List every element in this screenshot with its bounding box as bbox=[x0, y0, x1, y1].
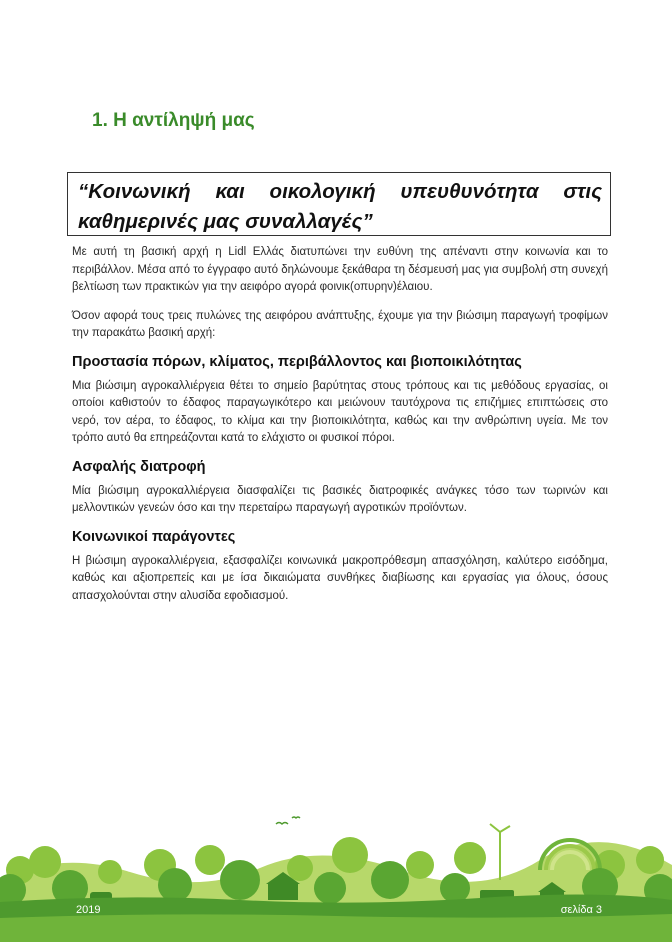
quote-box: “Κοινωνική και οικολογική υπευθυνότητα στις καθημερινές μας συναλλαγές” bbox=[67, 172, 611, 236]
subsection-heading-social: Κοινωνικοί παράγοντες bbox=[72, 528, 236, 545]
intro-paragraph-1: Με αυτή τη βασική αρχή η Lidl Ελλάς διατυπώνει την ευθύνη της απέναντι στην κοινωνία και το περιβάλλον. Μέσα από το έγγραφο αυτό δηλώνουμε ξεκάθαρα τη δέσμευσή μας για συμβολή στη συνεχή βελτίωση των πρακτικών για την αειφόρο αγορά φοινικ(οπυρην)έλαιου. bbox=[72, 246, 608, 293]
section-title: 1. Η αντίληψή μας bbox=[92, 110, 255, 131]
subsection-heading-food-security: Ασφαλής διατροφή bbox=[72, 458, 206, 475]
subsection-text-food-security: Μία βιώσιμη αγροκαλλιέργεια διασφαλίζει τις βασικές διατροφικές ανάγκες τόσο των τωρινών και μελλοντικών γενεών όσο και την περεταίρω παραγωγή αγροτικών προϊόντων. bbox=[72, 484, 608, 514]
footer-landscape-illustration bbox=[0, 810, 672, 942]
subsection-text-resources: Μια βιώσιμη αγροκαλλιέργεια θέτει το σημείο βαρύτητας στους τρόπους και τις μεθόδους εργασίας, οι οποίοι καθιστούν το έδαφος παραγωγικότερο και μειώνουν ταυτόχρονα τις επιζήμιες επιπτώσεις στο νερό, τον αέρα, το έδαφος, το κλίμα και την βιοποικιλότητα, καθώς και την ανθρώπινη υγεία. Με τον τρόπο αυτό θα επηρεάζονται κατά το ελάχιστο οι φυσικοί πόροι. bbox=[72, 379, 608, 444]
footer-year: 2019 bbox=[76, 904, 101, 916]
body-content bbox=[72, 244, 608, 616]
intro-paragraph-2: Όσον αφορά τους τρεις πυλώνες της αειφόρου ανάπτυξης, έχουμε για την βιώσιμη παραγωγή τροφίμων την παρακάτω βασική αρχή: bbox=[72, 309, 608, 339]
subsection-heading-resources: Προστασία πόρων, κλίματος, περιβάλλοντος και βιοποικιλότητας bbox=[72, 353, 522, 370]
footer-page-number: σελίδα 3 bbox=[560, 904, 602, 916]
subsection-text-social: Η βιώσιμη αγροκαλλιέργεια, εξασφαλίζει κοινωνικά μακροπρόθεσμη απασχόληση, καλύτερο εισόδημα, καθώς και αξιοπρεπείς και με ίσα δικαιώματα συνθήκες διαβίωσης και εργασίας για όλους, όσους απασχολούνται στην αλυσίδα εφοδιασμού. bbox=[72, 554, 608, 602]
